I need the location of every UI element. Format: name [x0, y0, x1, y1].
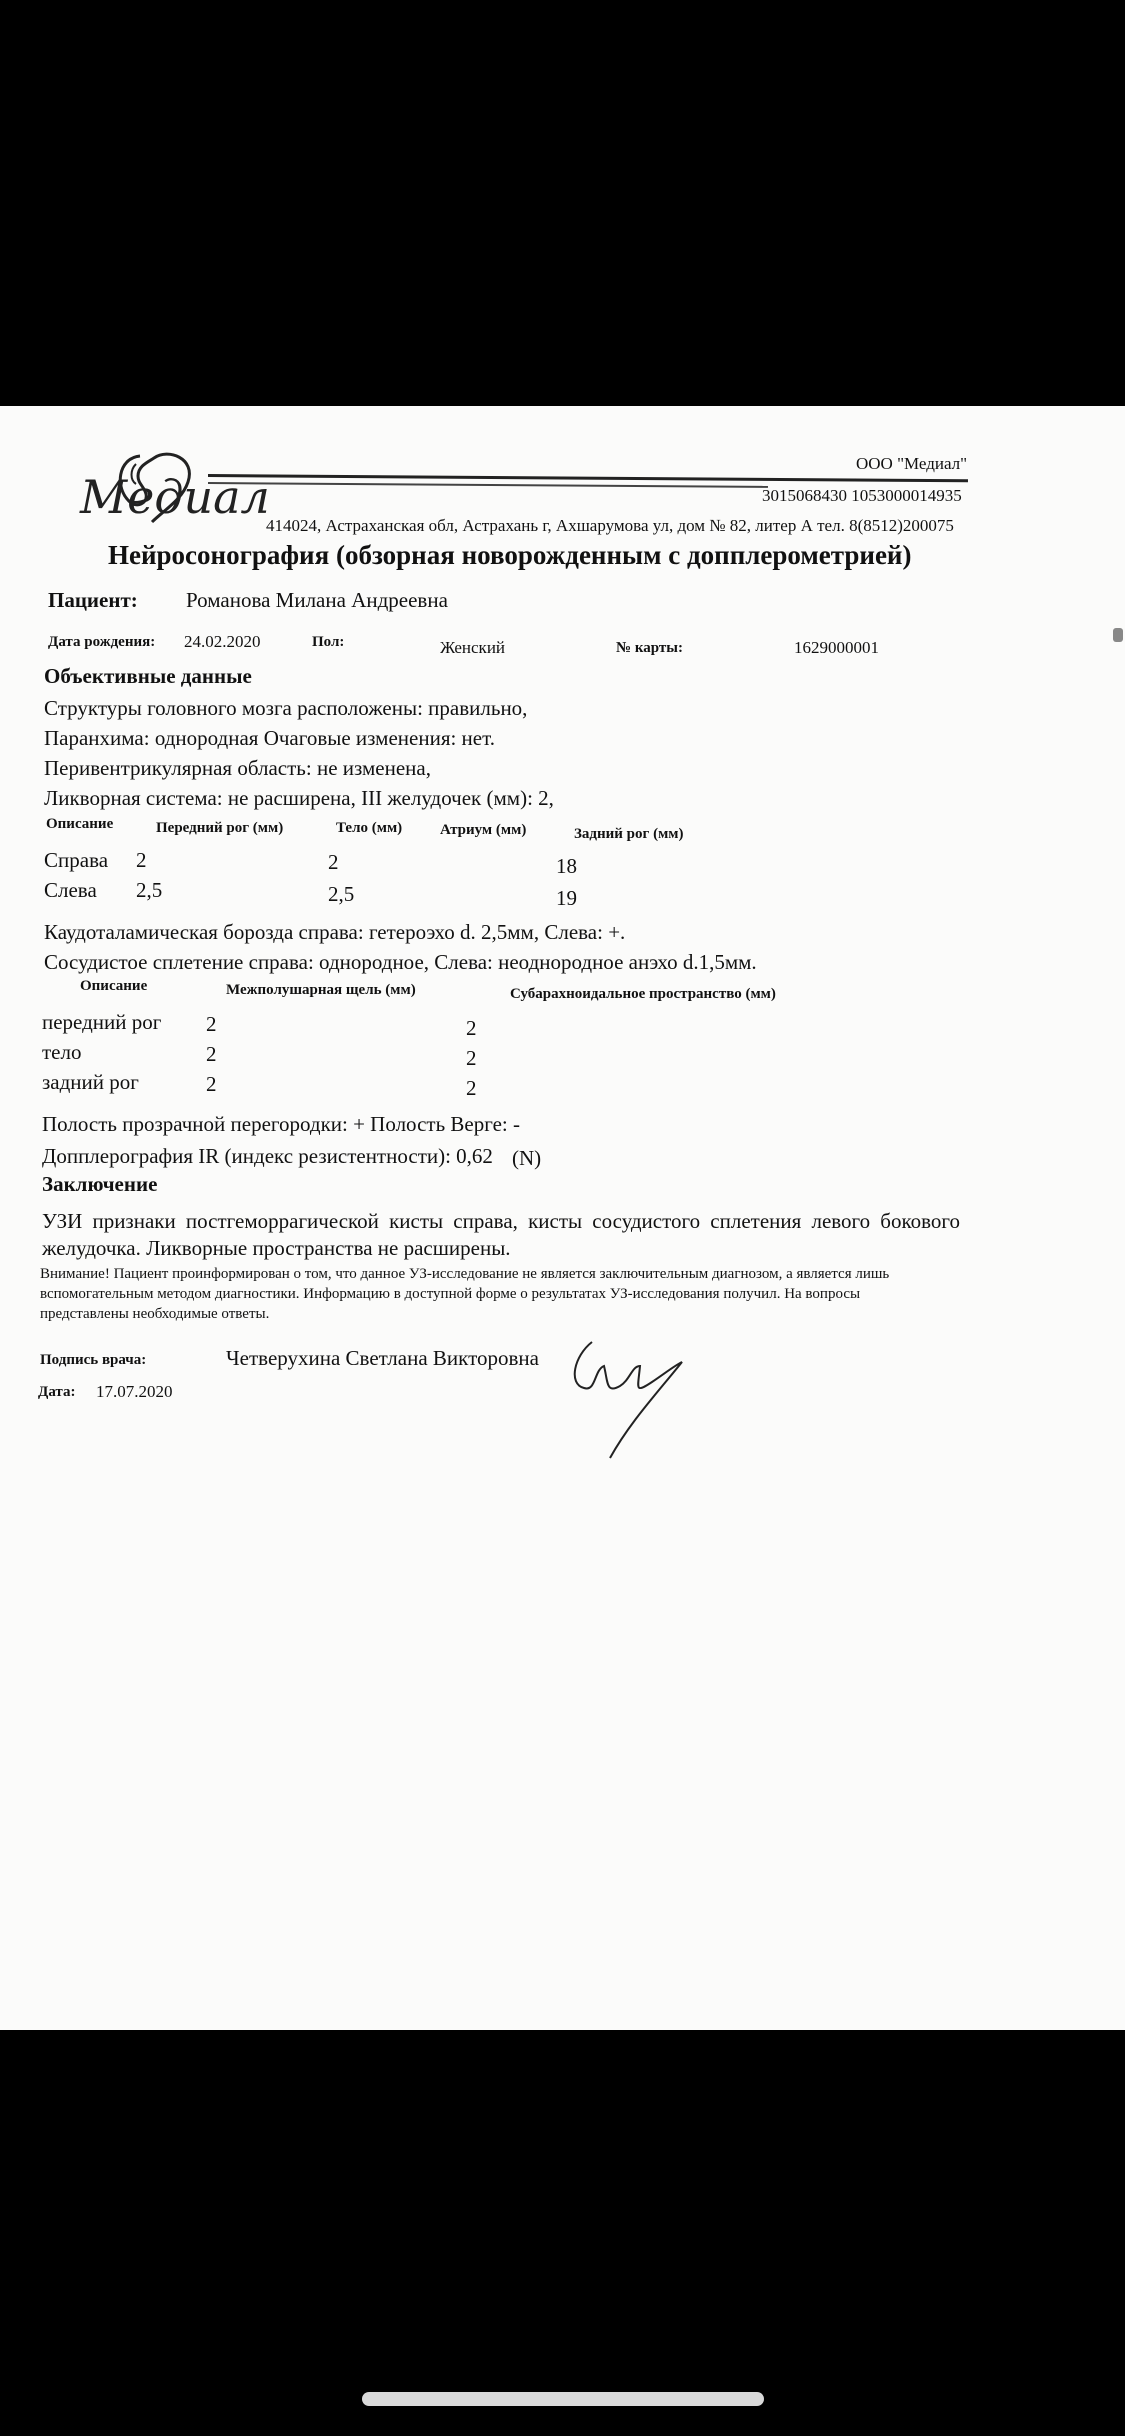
signature-label: Подпись врача: — [40, 1352, 147, 1368]
card-label: № карты: — [616, 640, 683, 656]
document-page — [0, 406, 1125, 2030]
table-header: Задний рог (мм) — [574, 826, 684, 842]
table-cell: задний рог — [42, 1070, 139, 1094]
table-cell: 2 — [466, 1076, 477, 1100]
table-cell: 2,5 — [136, 878, 163, 902]
table-cell: 2,5 — [328, 882, 355, 906]
paper-speck — [1113, 628, 1123, 642]
table-header: Субарахноидальное пространство (мм) — [510, 986, 776, 1002]
date-label: Дата: — [38, 1384, 76, 1400]
home-indicator[interactable] — [362, 2392, 764, 2406]
handwritten-signature-icon — [560, 1336, 690, 1476]
conclusion-text: УЗИ признаки постгеморрагической кисты справа, кисты сосудистого сплетения левого бокового желудочка. Ликворные пространства не расширены. — [42, 1209, 960, 1260]
conclusion-heading: Заключение — [42, 1172, 158, 1196]
table-header: Тело (мм) — [336, 820, 403, 836]
page-title: Нейросонография (обзорная новорожденным с допплерометрией) — [108, 540, 912, 570]
doppler-line: Допплерография IR (индекс резистентности): 0,62 — [42, 1144, 493, 1168]
header-rule — [208, 474, 968, 482]
caudothalamic-line: Каудоталамическая борозда справа: гетероэхо d. 2,5мм, Слева: +. — [44, 920, 626, 944]
doppler-flag: (N) — [512, 1146, 542, 1170]
objective-line: Ликворная система: не расширена, III желудочек (мм): 2, — [44, 786, 554, 810]
table-cell: 2 — [466, 1046, 477, 1070]
logo-text: Медиал — [80, 470, 270, 524]
table-cell: 2 — [206, 1042, 217, 1066]
table-cell: передний рог — [42, 1010, 162, 1034]
table-cell: Слева — [44, 878, 97, 902]
dob-label: Дата рождения: — [48, 634, 156, 650]
septum-line: Полость прозрачной перегородки: + Полость Верге: - — [42, 1112, 520, 1136]
table-cell: 2 — [136, 848, 147, 872]
table-cell: 2 — [328, 850, 339, 874]
table-cell: 2 — [466, 1016, 477, 1040]
table-cell: 2 — [206, 1072, 217, 1096]
objective-line: Паранхима: однородная Очаговые изменения: нет. — [44, 726, 495, 750]
notice-text: Внимание! Пациент проинформирован о том, что данное УЗ-исследование не является заключительным диагнозом, а является лишь вспомогательным методом диагностики. Информацию в доступной форме о результатах УЗ-исследования получил. На вопросы представлены необходимые ответы. — [40, 1266, 890, 1322]
dob-value: 24.02.2020 — [184, 632, 261, 651]
objective-heading: Объективные данные — [44, 664, 252, 688]
sex-label: Пол: — [312, 634, 345, 650]
table-cell: тело — [42, 1040, 82, 1064]
table-cell: 18 — [556, 854, 577, 878]
card-value: 1629000001 — [794, 638, 879, 657]
company-name: ООО "Медиал" — [856, 454, 968, 473]
objective-line: Структуры головного мозга расположены: правильно, — [44, 696, 528, 720]
table-header: Межполушарная щель (мм) — [226, 982, 416, 998]
table-cell: 19 — [556, 886, 577, 910]
plexus-line: Сосудистое сплетение справа: однородное, Слева: неоднородное анэхо d.1,5мм. — [44, 950, 757, 974]
header-rule-thin — [208, 482, 768, 488]
table-header: Атриум (мм) — [440, 822, 527, 838]
date-value: 17.07.2020 — [96, 1382, 173, 1401]
table-header: Описание — [80, 978, 148, 994]
table-cell: 2 — [206, 1012, 217, 1036]
company-address: 414024, Астраханская обл, Астрахань г, Ахшарумова ул, дом № 82, литер А тел. 8(8512)200075 — [266, 516, 954, 535]
patient-label: Пациент: — [48, 588, 138, 612]
table-cell: Справа — [44, 848, 109, 872]
table-header: Передний рог (мм) — [156, 820, 284, 836]
patient-name: Романова Милана Андреевна — [186, 588, 448, 612]
table-header: Описание — [46, 816, 114, 832]
objective-line: Перивентрикулярная область: не изменена, — [44, 756, 431, 780]
doctor-name: Четверухина Светлана Викторовна — [226, 1346, 539, 1370]
sex-value: Женский — [440, 638, 506, 657]
company-requisites: 3015068430 1053000014935 — [762, 486, 962, 505]
